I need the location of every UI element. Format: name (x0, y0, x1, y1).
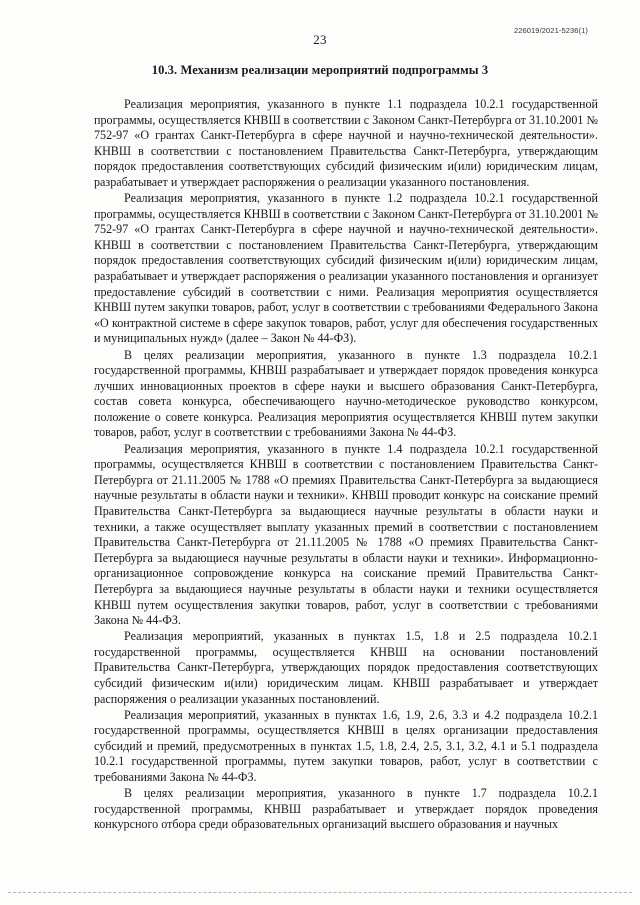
page-number: 23 (313, 32, 327, 47)
paragraph: Реализация мероприятий, указанных в пунктах 1.5, 1.8 и 2.5 подраздела 10.2.1 государственной программы, осуществляется КНВШ на основании постановлений Правительства Санкт-Петербурга, утверждающих порядок предоставления соответствующих субсидий физическим и(или) юридическим лицам. КНВШ разрабатывает и утверждает распоряжения о реализации указанных постановлений. (94, 629, 598, 706)
paragraph: Реализация мероприятия, указанного в пункте 1.4 подраздела 10.2.1 государственной программы, осуществляется КНВШ в соответствии с постановлением Правительства Санкт-Петербурга от 21.11.2005 № 1788 «О премиях Правительства Санкт-Петербурга за выдающиеся научные результаты в области науки и техники». КНВШ проводит конкурс на соискание премий Правительства Санкт-Петербурга за выдающиеся научные результаты в области науки и техники, а также осуществляет выплату указанных премий в соответствии с постановлением Правительства Санкт-Петербурга от 21.11.2005 № 1788 «О премиях Правительства Санкт-Петербурга за выдающиеся научные результаты в области науки и техники». Информационно-организационное сопровождение конкурса на соискание премий Правительства Санкт-Петербурга за выдающиеся научные результаты в области науки и техники осуществляется КНВШ путем осуществления закупки товаров, работ, услуг в соответствии с требованиями Закона № 44-ФЗ. (94, 441, 598, 628)
paragraph: Реализация мероприятий, указанных в пунктах 1.6, 1.9, 2.6, 3.3 и 4.2 подраздела 10.2.1 государственной программы, осуществляется КНВШ в целях организации предоставления субсидий и премий, предусмотренных в пунктах 1.5, 1.8, 2.4, 2.5, 3.1, 3.2, 4.1 и 5.1 подраздела 10.2.1 государственной программы, путем закупки товаров, работ, услуг в соответствии с требованиями Закона № 44-ФЗ. (94, 707, 598, 785)
body-text (94, 97, 598, 833)
paragraph: В целях реализации мероприятия, указанного в пункте 1.7 подраздела 10.2.1 государственной программы, КНВШ разрабатывает и утверждает порядок проведения конкурсного отбора среди образовательных организаций высшего образования и научных (94, 786, 598, 832)
document-code: 226019/2021-5236(1) (513, 26, 588, 35)
paragraph: Реализация мероприятия, указанного в пункте 1.1 подраздела 10.2.1 государственной программы, осуществляется КНВШ в соответствии с Законом Санкт-Петербурга от 31.10.2001 № 752-97 «О грантах Санкт-Петербурга в сфере научной и научно-технической деятельности». КНВШ в соответствии с постановлением Правительства Санкт-Петербурга, утверждающим порядок предоставления соответствующих субсидий физическим и(или) юридическим лицам, разрабатывает и утверждает распоряжения о реализации указанного постановления. (94, 97, 598, 189)
section-title: 10.3. Механизм реализации мероприятий подпрограммы 3 (151, 63, 489, 77)
paragraph: Реализация мероприятия, указанного в пункте 1.2 подраздела 10.2.1 государственной программы, осуществляется КНВШ в соответствии с Законом Санкт-Петербурга от 31.10.2001 № 752-97 «О грантах Санкт-Петербурга в сфере научной и научно-технической деятельности». КНВШ в соответствии с постановлением Правительства Санкт-Петербурга, утверждающим порядок предоставления соответствующих субсидий физическим и(или) юридическим лицам, разрабатывает и утверждает распоряжения о реализации указанного постановления и организует предоставление субсидий в соответствии с ними. Реализация мероприятия осуществляется КНВШ путем закупки товаров, работ, услуг в соответствии с требованиями Федерального Закона «О контрактной системе в сфере закупок товаров, работ, услуг для обеспечения государственных и муниципальных нужд» (далее – Закон № 44-ФЗ). (94, 191, 598, 346)
scan-edge-line (8, 892, 632, 893)
paragraph: В целях реализации мероприятия, указанного в пункте 1.3 подраздела 10.2.1 государственной программы, КНВШ разрабатывает и утверждает порядок проведения конкурса лучших инновационных проектов в сфере науки и высшего образования Санкт-Петербурга, состав совета конкурса, обеспечивающего научно-методическое руководство конкурсом, положение о совете конкурса. Реализация мероприятия осуществляется КНВШ путем закупки товаров, работ, услуг в соответствии с требованиями Закона № 44-ФЗ. (94, 347, 598, 440)
